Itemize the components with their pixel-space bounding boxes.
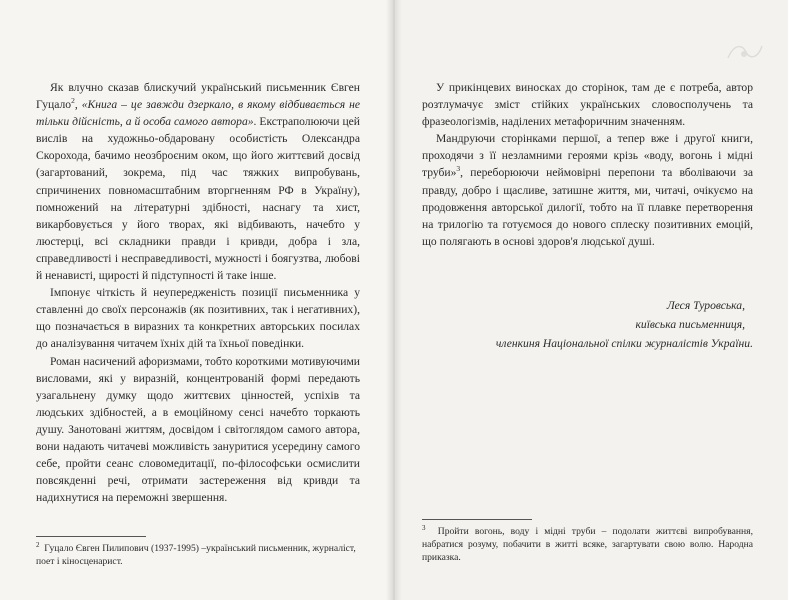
footnote-3 [422,525,753,565]
author-signature [422,296,753,353]
paragraph [36,79,360,284]
paragraph-text: Мандруючи сторінками першої, а тепер вже і другої книги, проходячи з її незламними героями крізь «воду, вогонь і мідні труби» [422,132,753,180]
paragraph [36,353,360,507]
right-page-body-text [422,79,753,250]
footnote-text: Пройти вогонь, воду і мідні труби – подолати життєві випробування, набратися розуму, побачити в житті всяке, загартувати свою волю. Народна приказка. [422,526,753,564]
signature-name: Леся Туровська, [666,299,745,312]
footnote-text: Гуцало Євген Пилипович (1937-1995) –український письменник, журналіст, поет і кіносценарист. [36,543,356,568]
paragraph-text: Імпонує чіткість й неупередженість позиції письменника у ставленні до своїх персонажів (як позитивних, так і негативних), що позначається в виразних та конкретних авторських посилах до аналізування читачем їхніх дій та їхньої поведінки. [36,286,360,351]
footnote-reference: 2 [71,96,75,106]
book-gutter [386,0,402,600]
paragraph-text: Як влучно сказав блискучий український письменник Євген Гуцало [36,81,360,112]
footnote-2 [36,542,360,568]
signature-role-line-2: членкиня Національної спілки журналістів України. [495,337,753,350]
footnote-mark: 3 [422,523,426,532]
paragraph-text: , переборюючи неймовірні перепони та вболіваючи за правду, добро і щасливе, затишне життя, ми, читачі, очікуємо на продовження авторської дилогії, тобто на її плавке перетворення на трилогію та готуємося до нового сплеску позитивних емоцій, що полягають в основі здоров'я людської душі. [422,166,753,248]
signature-role-line-1: київська письменниця, [635,318,745,331]
paragraph [422,130,753,250]
footnote-mark: 2 [36,540,40,549]
paragraph-text: Роман насичений афоризмами, тобто короткими мотивуючими висловами, які у виразній, концентрованій формі передають узагальнену думку щодо життєвих цінностей, успіхів та людських здібностей, а в емоційному сенсі начебто торкають душу. Занотовані життям, досвідом і світоглядом самого автора, вони надають читачеві можливість зануритися усередину самого себе, пройти сеанс словомедитації, по-філософськи осмислити повсякденні речі, отримати застереження від кривди та надихнутися на переможні звершення. [36,354,360,505]
paragraph-text: , [74,98,82,112]
left-page-body-text [36,79,360,506]
quotation: «Книга – це завжди дзеркало, в якому відбивається не тільки дійсність, а й особа самого автора» [36,98,360,129]
paragraph [422,79,753,130]
footnote-reference: 3 [456,164,461,174]
paragraph [36,284,360,352]
footnote-divider [422,519,532,520]
paragraph-text: У прикінцевих виносках до сторінок, там де є потреба, автор розтлумачує зміст стійких українських словосполучень та фразеологізмів, наділених метафоричним значенням. [422,81,753,129]
faint-ornament-icon [724,40,764,64]
footnote-divider [36,536,146,537]
paragraph-text: . Екстраполюючи цей вислів на художньо-обдаровану особистість Олександра Скорохода, бачимо неозброєним оком, що його життєвий досвід (загартований, зокрема, під час тяжких випробувань, спричинених повномасштабним вторгненням РФ в Україну), помножений на літературні здібності, наснагу та хист, викарбовується у його творах, які відбивають, начебто у люстерці, всі складники правди і кривди, добра і зла, справедливості і несправедливості, мужності і боягузтва, любові й ненависті, щирості й підступності й таке інше. [36,115,360,283]
